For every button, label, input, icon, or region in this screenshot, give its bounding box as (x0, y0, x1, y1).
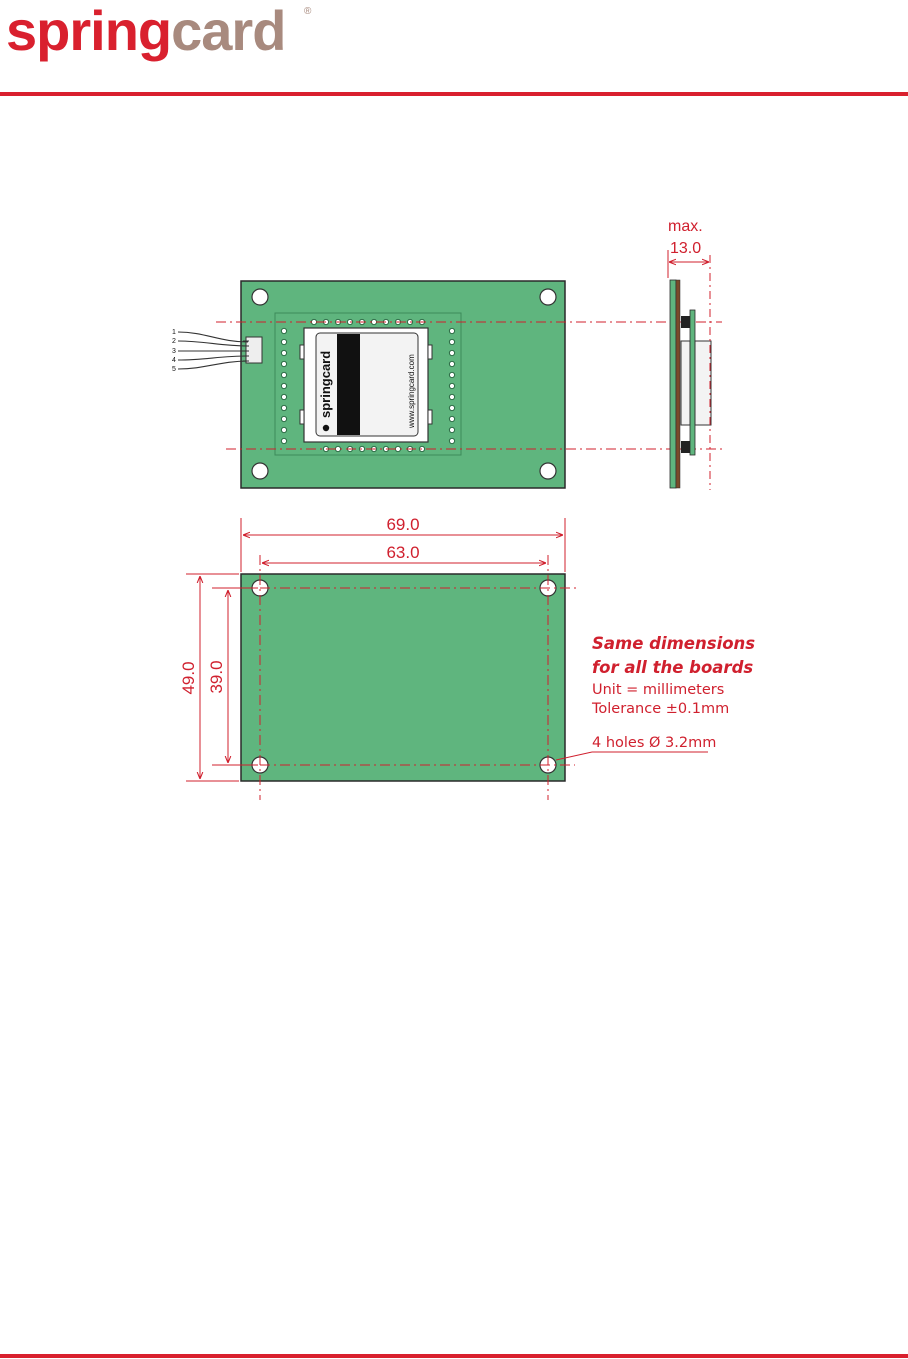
pin-label-4: 4 (172, 357, 176, 364)
dim-height-holes: 39.0 (207, 660, 226, 694)
note-all-boards: for all the boards (592, 658, 754, 677)
registered-mark: ® (304, 6, 312, 17)
note-same-dimensions: Same dimensions (592, 634, 756, 653)
pin-label-5: 5 (172, 366, 176, 373)
logo-card: card (171, 0, 286, 62)
dim-width-holes: 63.0 (386, 543, 420, 562)
dimension-view-board (241, 574, 565, 781)
note-holes: 4 holes Ø 3.2mm (592, 735, 717, 751)
dim-height-outer: 49.0 (179, 661, 198, 695)
note-tolerance: Tolerance ±0.1mm (592, 701, 730, 717)
note-unit: Unit = millimeters (592, 682, 725, 698)
side-max-label: max. (668, 218, 703, 235)
module-brand-label: springcard (318, 350, 333, 418)
pin-label-1: 1 (172, 329, 176, 336)
side-view (668, 218, 711, 490)
footer-rule (0, 1354, 908, 1358)
side-dim-label: 13.0 (670, 240, 702, 257)
module-url-label: www.springcard.com (407, 354, 416, 428)
dim-width-outer: 69.0 (386, 515, 420, 534)
top-view-board (172, 281, 565, 488)
pin-label-3: 3 (172, 348, 176, 355)
holes-leader (556, 752, 708, 760)
logo-spring: spring (6, 0, 172, 62)
pin-label-2: 2 (172, 338, 176, 345)
